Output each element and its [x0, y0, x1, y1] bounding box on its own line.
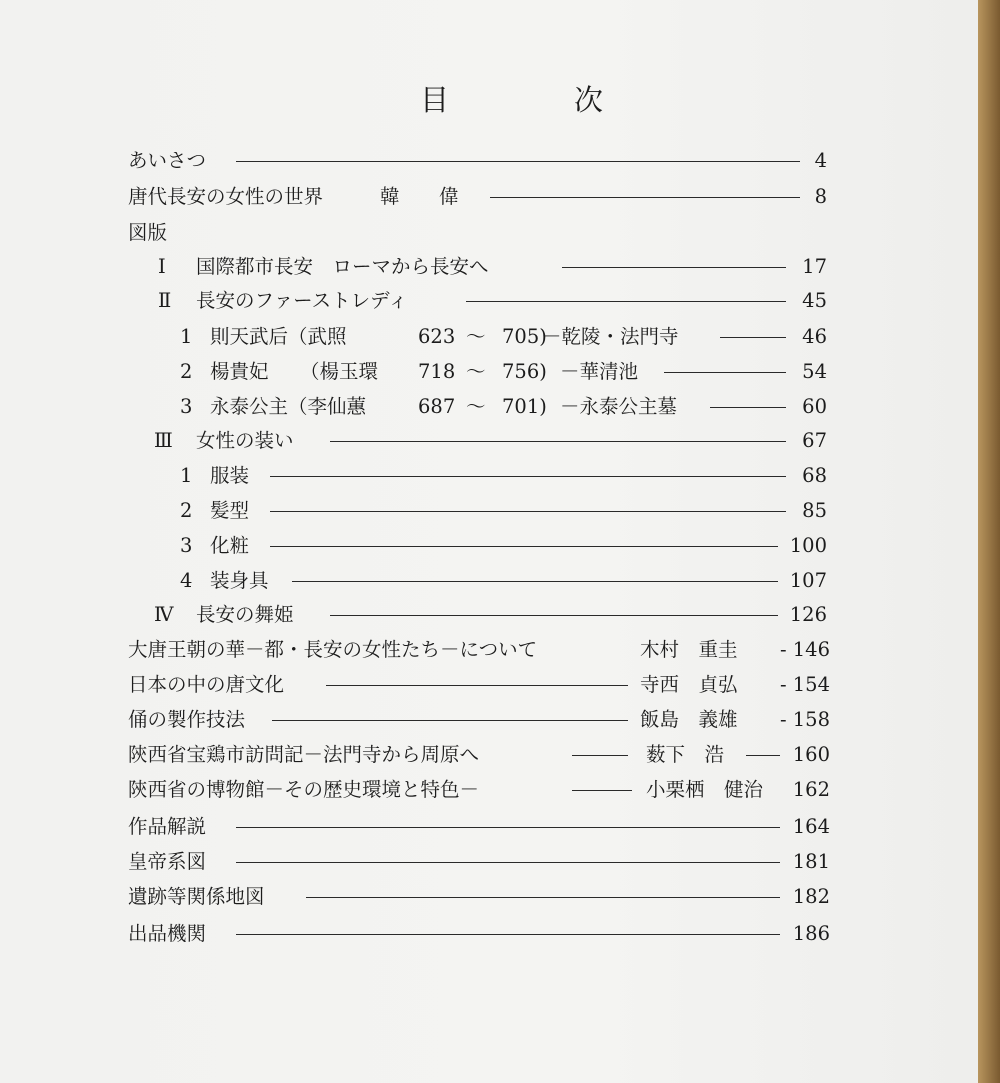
leader-line	[236, 862, 780, 863]
entry-page: 68	[802, 464, 827, 487]
entry-label: 陝西省の博物館－その歴史環境と特色－	[128, 778, 480, 801]
leader-line	[270, 546, 778, 547]
toc-entry	[0, 635, 978, 665]
entry-page: 182	[792, 885, 830, 908]
entry-tilde: ～	[466, 395, 486, 418]
entry-label: 皇帝系図	[128, 850, 207, 873]
entry-number: 1	[180, 464, 193, 487]
entry-label: 国際都市長安 ローマから長安へ	[196, 255, 489, 278]
entry-label: 俑の製作技法	[128, 708, 246, 731]
entry-page: 160	[792, 743, 830, 766]
toc-entry	[0, 426, 978, 456]
leader-line	[272, 720, 628, 721]
toc-entry	[0, 461, 978, 491]
entry-number: Ⅲ	[154, 429, 173, 452]
entry-label: 則天武后（武照	[210, 325, 347, 348]
entry-year-end: 701)	[502, 395, 547, 418]
entry-page: 54	[802, 360, 827, 383]
toc-entry	[0, 531, 978, 561]
entry-label: 図版	[128, 221, 168, 244]
entry-author: 木村 重圭	[640, 638, 738, 661]
entry-label: 女性の装い	[196, 429, 294, 452]
page-title: 目 次	[420, 83, 652, 117]
entry-number: 3	[180, 395, 193, 418]
entry-page: 162	[792, 778, 830, 801]
entry-page: 181	[792, 850, 830, 873]
entry-author: 寺西 貞弘	[640, 673, 738, 696]
leader-line	[236, 161, 800, 162]
entry-site: －永泰公主墓	[560, 395, 678, 418]
toc-entry	[0, 847, 978, 877]
entry-author: 薮下 浩	[646, 743, 725, 766]
entry-label: 長安の舞姫	[196, 603, 294, 626]
entry-page: 8	[814, 185, 827, 208]
entry-year-start: 623	[418, 325, 456, 348]
entry-label: 遺跡等関係地図	[128, 885, 265, 908]
entry-number: 1	[180, 325, 193, 348]
entry-page: 85	[802, 499, 827, 522]
entry-label: 日本の中の唐文化	[128, 673, 285, 696]
leader-line	[326, 685, 628, 686]
entry-label-paren: （楊玉環	[300, 360, 379, 383]
toc-entry	[0, 322, 978, 352]
entry-tilde: ～	[466, 325, 486, 348]
toc-entry	[0, 705, 978, 735]
leader-line	[270, 476, 786, 477]
leader-line	[330, 615, 778, 616]
entry-year-start: 718	[418, 360, 456, 383]
leader-line	[330, 441, 786, 442]
toc-entry	[0, 182, 978, 212]
entry-page: 107	[789, 569, 827, 592]
entry-label: 髪型	[210, 499, 250, 522]
entry-number: Ⅱ	[158, 289, 172, 312]
leader-line	[466, 301, 786, 302]
toc-entry	[0, 252, 978, 282]
entry-page: - 158	[779, 708, 830, 731]
toc-entry	[0, 218, 978, 248]
toc-entry	[0, 286, 978, 316]
toc-entry	[0, 919, 978, 949]
leader-line	[490, 197, 800, 198]
entry-author: 飯島 義雄	[640, 708, 738, 731]
toc-entry	[0, 670, 978, 700]
entry-label: あいさつ	[128, 149, 207, 172]
toc-entry	[0, 740, 978, 770]
leader-line	[306, 897, 780, 898]
toc-entry	[0, 357, 978, 387]
toc-entry	[0, 392, 978, 422]
entry-label: 出品機関	[128, 922, 207, 945]
entry-label: 装身具	[210, 569, 269, 592]
entry-year-end: 756)	[502, 360, 547, 383]
entry-label: 陝西省宝鶏市訪問記－法門寺から周原へ	[128, 743, 480, 766]
entry-page: 186	[792, 922, 830, 945]
entry-author: 韓 偉	[380, 185, 469, 208]
entry-page: 60	[802, 395, 827, 418]
entry-label: 化粧	[210, 534, 250, 557]
toc-entry	[0, 812, 978, 842]
entry-page: - 146	[779, 638, 830, 661]
entry-label: 永泰公主（李仙蕙	[210, 395, 367, 418]
entry-tilde: ～	[466, 360, 486, 383]
entry-number: 4	[180, 569, 193, 592]
entry-page: 164	[792, 815, 830, 838]
toc-entry	[0, 496, 978, 526]
entry-number: 2	[180, 499, 193, 522]
entry-label: 大唐王朝の華－都・長安の女性たち－について	[128, 638, 538, 661]
leader-line	[572, 790, 632, 791]
entry-label: 服装	[210, 464, 250, 487]
entry-label: 唐代長安の女性の世界	[128, 185, 324, 208]
toc-entry	[0, 146, 978, 176]
toc-entry	[0, 882, 978, 912]
leader-line	[572, 755, 628, 756]
entry-label: 楊貴妃	[210, 360, 269, 383]
entry-site: －華清池	[560, 360, 639, 383]
entry-number: 2	[180, 360, 193, 383]
entry-year-start: 687	[418, 395, 456, 418]
entry-number: 3	[180, 534, 193, 557]
leader-line	[236, 827, 780, 828]
entry-page: 46	[802, 325, 827, 348]
toc-entry	[0, 775, 978, 805]
toc-entry	[0, 566, 978, 596]
entry-page: - 154	[779, 673, 830, 696]
leader-line	[270, 511, 786, 512]
entry-page: 17	[802, 255, 827, 278]
entry-number: Ⅳ	[154, 603, 174, 626]
page-edge	[978, 0, 1000, 1083]
entry-site: －乾陵・法門寺	[542, 325, 679, 348]
entry-number: Ⅰ	[158, 255, 166, 278]
entry-page: 45	[802, 289, 827, 312]
entry-author: 小栗栖 健治	[646, 778, 764, 801]
entry-page: 126	[789, 603, 827, 626]
leader-line	[292, 581, 778, 582]
entry-year-end: 705)	[502, 325, 547, 348]
entry-page: 4	[814, 149, 827, 172]
entry-label: 作品解説	[128, 815, 207, 838]
entry-label: 長安のファーストレディ	[196, 289, 408, 312]
leader-line	[236, 934, 780, 935]
toc-entry	[0, 600, 978, 630]
entry-page: 67	[802, 429, 827, 452]
leader-line	[562, 267, 786, 268]
entry-page: 100	[789, 534, 827, 557]
